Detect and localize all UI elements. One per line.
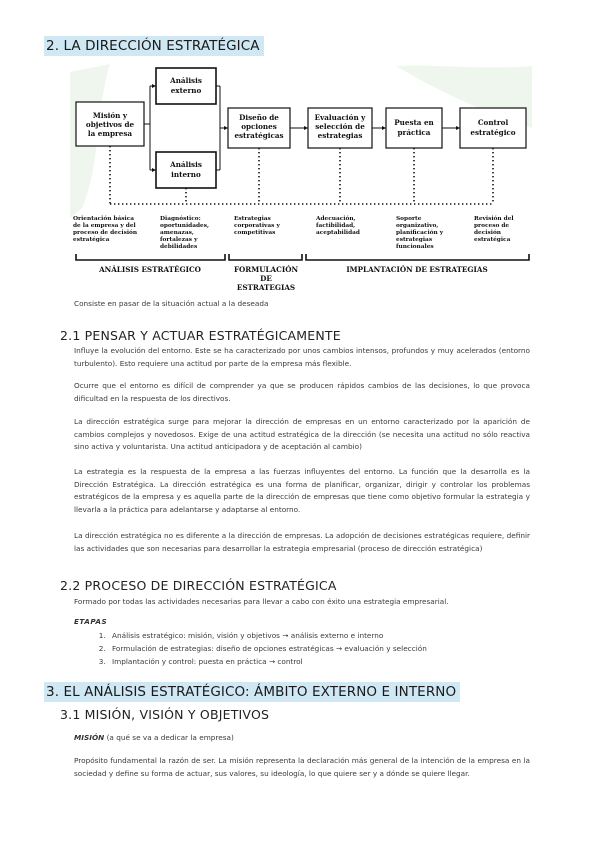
mision-desc: (a qué se va a dedicar la empresa) — [104, 733, 234, 742]
phase-bracket-implantacion — [306, 254, 529, 260]
phase-bracket-analisis — [76, 254, 225, 260]
etapa-item: 3. Implantación y control: puesta en práctica → control — [108, 656, 534, 669]
box-control-line: Control — [477, 118, 509, 127]
phase-analisis: ANÁLISIS ESTRATÉGICO — [99, 265, 201, 274]
section-2-2-title: 2.2 PROCESO DE DIRECCIÓN ESTRATÉGICA — [60, 578, 337, 593]
paragraph: Influye la evolución del entorno. Este se ha caracterizado por unos cambios intensos, profundos y muy acelerados (entorno turbulento). Esto requiere una actitud por parte de la empresa más flexible. — [74, 346, 530, 368]
note-revision: decisión — [474, 230, 502, 236]
box-evaluacion-line: selección de — [315, 122, 365, 131]
section-2-title: 2. LA DIRECCIÓN ESTRATÉGICA — [44, 36, 264, 56]
note-revision: Revisión del — [474, 216, 514, 222]
etapa-item: 2. Formulación de estrategias: diseño de opciones estratégicas → evaluación y selección — [108, 643, 534, 656]
paragraph: La dirección estratégica no es diferente a la dirección de empresas. La adopción de decisiones estratégicas requiere, definir las actividades que son necesarias para desarrollar la estrategia empresarial (proceso de dirección estratégica) — [74, 531, 530, 553]
phase-formulacion: FORMULACIÓN — [233, 265, 299, 274]
box-externo-line: Análisis — [170, 76, 202, 85]
box-mision-line: la empresa — [87, 129, 133, 138]
note-soporte: funcionales — [396, 244, 434, 250]
box-externo-line: externo — [170, 86, 202, 95]
note-revision: estratégica — [474, 237, 511, 243]
note-revision: proceso de — [474, 223, 510, 229]
etapas-label: ETAPAS — [74, 617, 108, 626]
note-adecuacion: aceptabilidad — [316, 230, 360, 236]
box-evaluacion-line: Evaluación y — [314, 113, 366, 122]
box-control-line: estratégico — [470, 128, 516, 137]
note-estrategias: corporativas y — [234, 223, 280, 229]
paragraph: La dirección estratégica surge para mejorar la dirección de empresas en un entorno caracterizado por la aparición de cambios complejos y novedosos. Exige de una actitud estratégica de la dirección (se necesita una actitud no sólo reactiva sino activa y voluntarista. Una actitud anticipadora y de aceptación al cambio) — [74, 417, 530, 452]
note-diagnostico: fortalezas y — [160, 237, 198, 243]
note-adecuacion: factibilidad, — [316, 223, 356, 229]
section-3-title: 3. EL ANÁLISIS ESTRATÉGICO: ÁMBITO EXTERNO E INTERNO — [44, 682, 460, 702]
phase-formulacion: DE — [260, 274, 272, 283]
arrow-head — [224, 126, 228, 130]
note-adecuacion: Adecuación, — [316, 216, 356, 222]
note-soporte: estrategias — [396, 237, 433, 243]
note-orientacion: estratégica — [73, 237, 110, 243]
box-diseno-line: opciones — [241, 122, 277, 131]
note-diagnostico: amenazas, — [160, 230, 194, 236]
etapas-list — [74, 617, 534, 668]
box-diseno-line: estratégicas — [234, 131, 284, 140]
note-diagnostico: oportunidades, — [160, 223, 209, 229]
etapa-item: 1. Análisis estratégico: misión, visión y objetivos → análisis externo e interno — [108, 630, 534, 643]
note-estrategias: competitivas — [234, 230, 276, 236]
mision-term: MISIÓN — [74, 733, 105, 742]
arrow-head — [456, 126, 460, 130]
arrow-head — [304, 126, 308, 130]
section-3-1-title: 3.1 MISIÓN, VISIÓN Y OBJETIVOS — [60, 707, 270, 722]
strategic-direction-diagram — [70, 58, 532, 294]
box-mision-line: Misión y — [92, 111, 128, 120]
paragraph: Propósito fundamental la razón de ser. La misión representa la declaración más general de la intención de la empresa en la sociedad y define su forma de actuar, sus valores, su ideología, lo que quiere ser y a dónde se quiere llegar. — [74, 756, 530, 778]
box-puesta-line: Puesta en — [394, 118, 434, 127]
diagram-caption: Consiste en pasar de la situación actual a la deseada — [74, 299, 269, 308]
box-diseno-line: Diseño de — [239, 113, 279, 122]
phase-implantacion: IMPLANTACIÓN DE ESTRATEGIAS — [346, 265, 488, 274]
note-diagnostico: Diagnóstico: — [160, 216, 201, 222]
note-orientacion: de la empresa y del — [73, 223, 136, 229]
phase-bracket-formulacion — [229, 254, 302, 260]
phase-formulacion: ESTRATEGIAS — [236, 283, 296, 292]
note-orientacion: Orientación básica — [73, 216, 135, 222]
box-interno-line: interno — [171, 170, 201, 179]
arrow-head — [382, 126, 386, 130]
mision-line — [74, 732, 530, 745]
note-estrategias: Estrategias — [234, 216, 271, 222]
note-soporte: planificación y — [396, 230, 444, 236]
box-evaluacion-line: estrategias — [317, 131, 363, 140]
paragraph: Ocurre que el entorno es difícil de comprender ya que se producen rápidos cambios de las decisiones, lo que provoca dificultad en la respuesta de los directivos. — [74, 381, 530, 403]
note-diagnostico: debilidades — [160, 244, 198, 250]
note-orientacion: proceso de decisión — [73, 230, 138, 236]
paragraph: Formado por todas las actividades necesarias para llevar a cabo con éxito una estrategia empresarial. — [74, 597, 449, 606]
box-puesta-line: práctica — [397, 128, 431, 137]
box-mision-line: objetivos de — [85, 120, 135, 129]
note-soporte: organizativo, — [396, 223, 439, 229]
box-interno-line: Análisis — [170, 160, 202, 169]
note-soporte: Soporte — [396, 216, 422, 222]
section-2-1-title: 2.1 PENSAR Y ACTUAR ESTRATÉGICAMENTE — [60, 328, 341, 343]
paragraph: La estrategia es la respuesta de la empresa a las fuerzas influyentes del entorno. La función que la desarrolla es la Dirección Estratégica. La dirección estratégica es una forma de planificar, organizar, dirigir y controlar los problemas estratégicos de la empresa y es aquella parte de la dirección de empresas que tiene como objetivo formular la estrategia y llevarla a la práctica para adelantarse y adaptarse al entorno. — [74, 467, 530, 514]
